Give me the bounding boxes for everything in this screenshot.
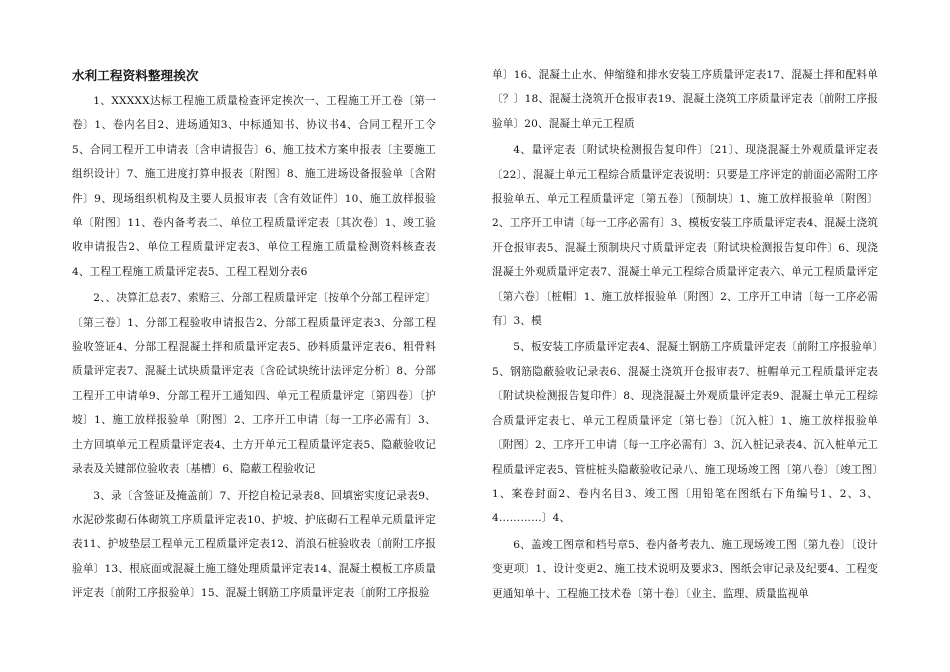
paragraph-6: 6、盖竣工图章和档号章5、卷内备考表九、施工现场竣工图〔第九卷〕〔设计变更项〕1、设计变更2、施工技术说明及要求3、图纸会审记录及纪要4、工程变更通知单十、工程施工技术卷〔第十卷〕〔业主、监理、质量监视单 (492, 538, 878, 600)
right-column (492, 63, 878, 608)
left-column (72, 64, 436, 608)
document-title: 水利工程资料整理挨次 (72, 68, 199, 83)
paragraph-1: 1、XXXXX达标工程施工质量检查评定挨次一、工程施工开工卷〔第一卷〕1、卷内名目2、进场通知3、中标通知书、协议书4、合同工程开工令5、合同工程开工申请表〔含申请报告〕6、施工技术方案申报表〔主要施工组织设计〕7、施工进度打算申报表〔附图〕8、施工进场设备报验单〔含附件〕9、现场组织机构及主要人员报审表〔含有效证件〕10、施工放样报验单〔附图〕11、卷内备考表二、单位工程质量评定表〔其次卷〕1、竣工验收申请报告2、单位工程质量评定表3、单位工程施工质量检测资料核查表4、工程工程施工质量评定表5、工程工程划分表6 (72, 95, 436, 278)
paragraph-4: 4、量评定表〔附试块检测报告复印件〕〔21〕、现浇混凝土外观质量评定表〔22〕、混凝土单元工程综合质量评定表说明：只要是工序评定的前面必需附工序报验单五、单元工程质量评定〔第五卷〕〔预制块〕1、施工放样报验单〔附图〕2、工序开工申请〔每一工序必需有〕3、模板安装工序质量评定表4、混凝土浇筑开仓报审表5、混凝土预制块尺寸质量评定表〔附试块检测报告复印件〕6、现浇混凝土外观质量评定表7、混凝土单元工程综合质量评定表六、单元工程质量评定〔第六卷〕〔桩帽〕1、施工放样报验单〔附图〕2、工序开工申请〔每一工序必需有〕3、模 (492, 144, 878, 328)
paragraph-2: 2、、决算汇总表7、索赔三、分部工程质量评定〔按单个分部工程评定〕〔第三卷〕1、分部工程验收申请报告2、分部工程质量评定表3、分部工程验收签证4、分部工程混凝土拌和质量评定表5、砂料质量评定表6、粗骨料质量评定表7、混凝土试块质量评定表〔含砼试块统计法评定分析〕8、分部工程开工申请单9、分部工程开工通知四、单元工程质量评定〔第四卷〕〔护坡〕1、施工放样报验单〔附图〕2、工序开工申请〔每一工序必需有〕3、土方回填单元工程质量评定表4、土方开单元工程质量评定表5、隐蔽验收记录表及关键部位验收表〔基槽〕6、隐蔽工程验收记 (72, 292, 436, 476)
paragraph-5: 5、板安装工序质量评定表4、混凝土钢筋工序质量评定表〔前附工序报验单〕5、钢筋隐蔽验收记录表6、混凝土浇筑开仓报审表7、桩帽单元工程质量评定表〔附试块检测报告复印件〕8、现浇混凝土外观质量评定表9、混凝土单元工程综合质量评定表七、单元工程质量评定〔第七卷〕〔沉入桩〕1、施工放样报验单〔附图〕2、工序开工申请〔每一工序必需有〕3、沉入桩记录表4、沉入桩单元工程质量评定表5、管桩桩头隐蔽验收记录八、施工现场竣工图〔第八卷〕〔竣工图〕1、案卷封面2、卷内名目3、竣工图〔用铅笔在图纸右下角编号1、2、3、4…………〕4、 (492, 341, 878, 525)
paragraph-3-continued: 单〕16、混凝土止水、伸缩缝和排水安装工序质量评定表17、混凝土拌和配料单〔？〕18、混凝土浇筑开仓报审表19、混凝土浇筑工序质量评定表〔前附工序报验单〕20、混凝土单元工程质 (492, 69, 878, 130)
paragraph-3: 3、录〔含签证及掩盖前〕7、开挖自检记录表8、回填密实度记录表9、水泥砂浆砌石体砌筑工序质量评定表10、护坡、护底砌石工程单元质量评定表11、护坡垫层工程单元工程质量评定表12、消浪石桩验收表〔前附工序报验单〕13、根底面或混凝土施工缝处理质量评定表14、混凝土模板工序质量评定表〔前附工序报验单〕15、混凝土钢筋工序质量评定表〔前附工序报验 (72, 489, 436, 600)
